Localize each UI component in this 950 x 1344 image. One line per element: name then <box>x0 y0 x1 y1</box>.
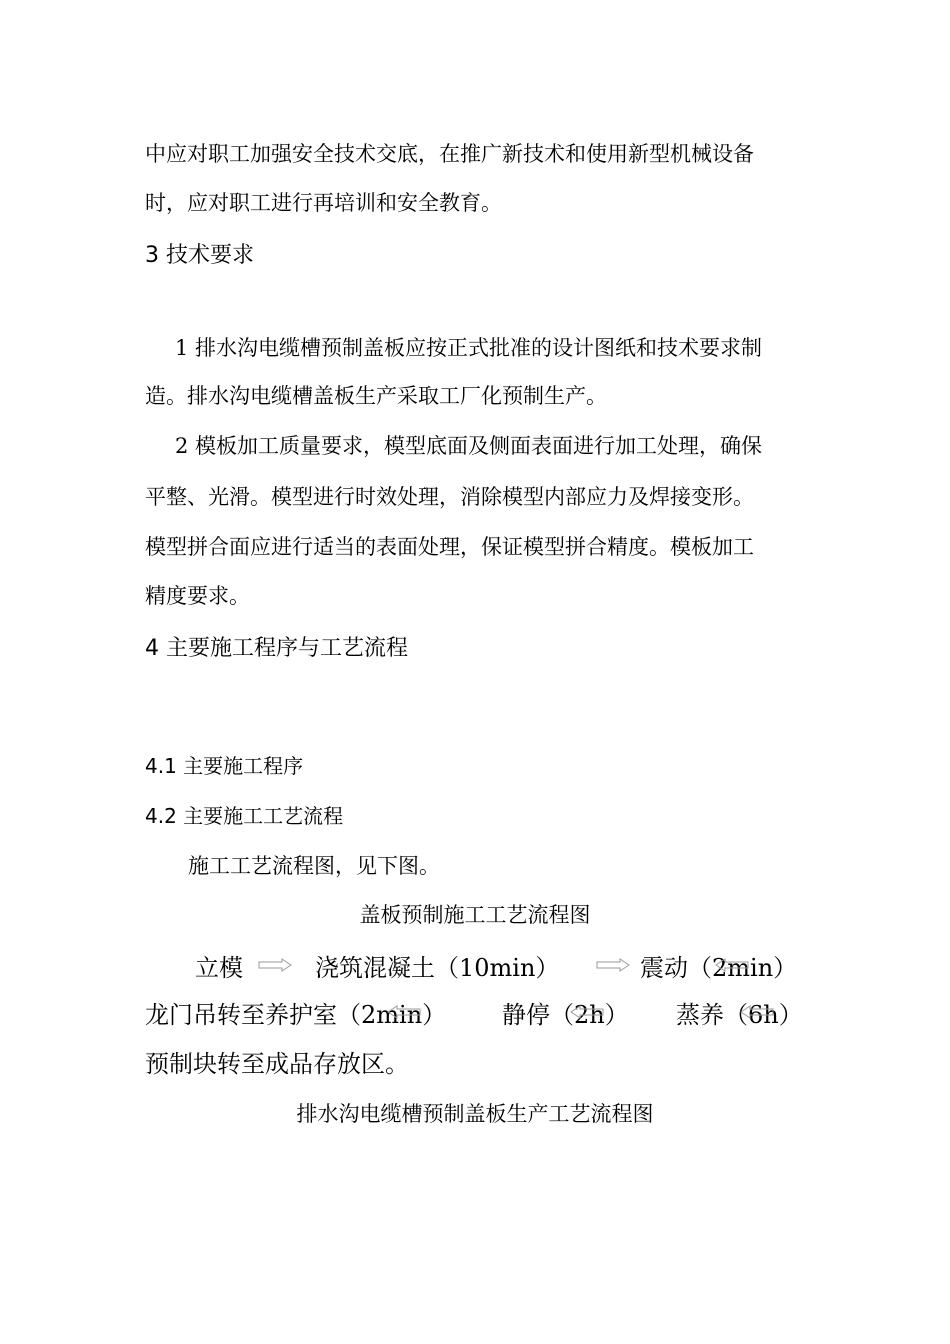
flow-step-rest: 静停（2h） <box>502 1001 629 1029</box>
section-3-heading: 3 技术要求 <box>145 243 254 268</box>
paragraph-1-line-2: 时，应对职工进行再培训和安全教育。 <box>145 191 502 215</box>
paragraph-3-line-3: 模型拼合面应进行适当的表面处理，保证模型拼合精度。模板加工 <box>145 535 754 559</box>
figure-caption: 排水沟电缆槽预制盖板生产工艺流程图 <box>296 1102 654 1126</box>
left-arrow-icon <box>715 958 749 972</box>
left-arrow-icon <box>740 1005 774 1019</box>
flow-step-pour-concrete: 浇筑混凝土（10min） <box>315 954 560 982</box>
paragraph-3-line-1: 2 模板加工质量要求，模型底面及侧面表面进行加工处理，确保 <box>175 434 763 458</box>
flow-step-erect-formwork: 立模 <box>195 954 243 982</box>
figure-title: 盖板预制施工工艺流程图 <box>359 903 591 927</box>
section-4-heading: 4 主要施工程序与工艺流程 <box>145 636 408 661</box>
left-arrow-icon <box>387 1005 421 1019</box>
paragraph-3-line-2: 平整、光滑。模型进行时效处理，消除模型内部应力及焊接变形。 <box>145 485 754 509</box>
flow-step-finished-storage: 预制块转至成品存放区。 <box>145 1050 409 1078</box>
left-arrow-icon <box>570 1005 604 1019</box>
paragraph-3-line-4: 精度要求。 <box>145 584 250 608</box>
right-arrow-icon <box>596 958 630 972</box>
flow-step-gantry-transfer: 龙门吊转至养护室（2min） <box>145 1001 447 1029</box>
paragraph-2-line-2: 造。排水沟电缆槽盖板生产采取工厂化预制生产。 <box>145 384 607 408</box>
section-4-2-heading: 4.2 主要施工工艺流程 <box>145 804 344 828</box>
paragraph-2-line-1: 1 排水沟电缆槽预制盖板应按正式批准的设计图纸和技术要求制 <box>175 336 763 360</box>
paragraph-1-line-1: 中应对职工加强安全技术交底，在推广新技术和使用新型机械设备 <box>145 142 754 166</box>
flow-step-vibrate: 震动（2min） <box>640 954 798 982</box>
section-4-1-heading: 4.1 主要施工程序 <box>145 754 304 778</box>
figure-intro: 施工工艺流程图，见下图。 <box>188 854 440 878</box>
flow-step-steam-cure: 蒸养（6h） <box>676 1001 803 1029</box>
right-arrow-icon <box>258 958 292 972</box>
